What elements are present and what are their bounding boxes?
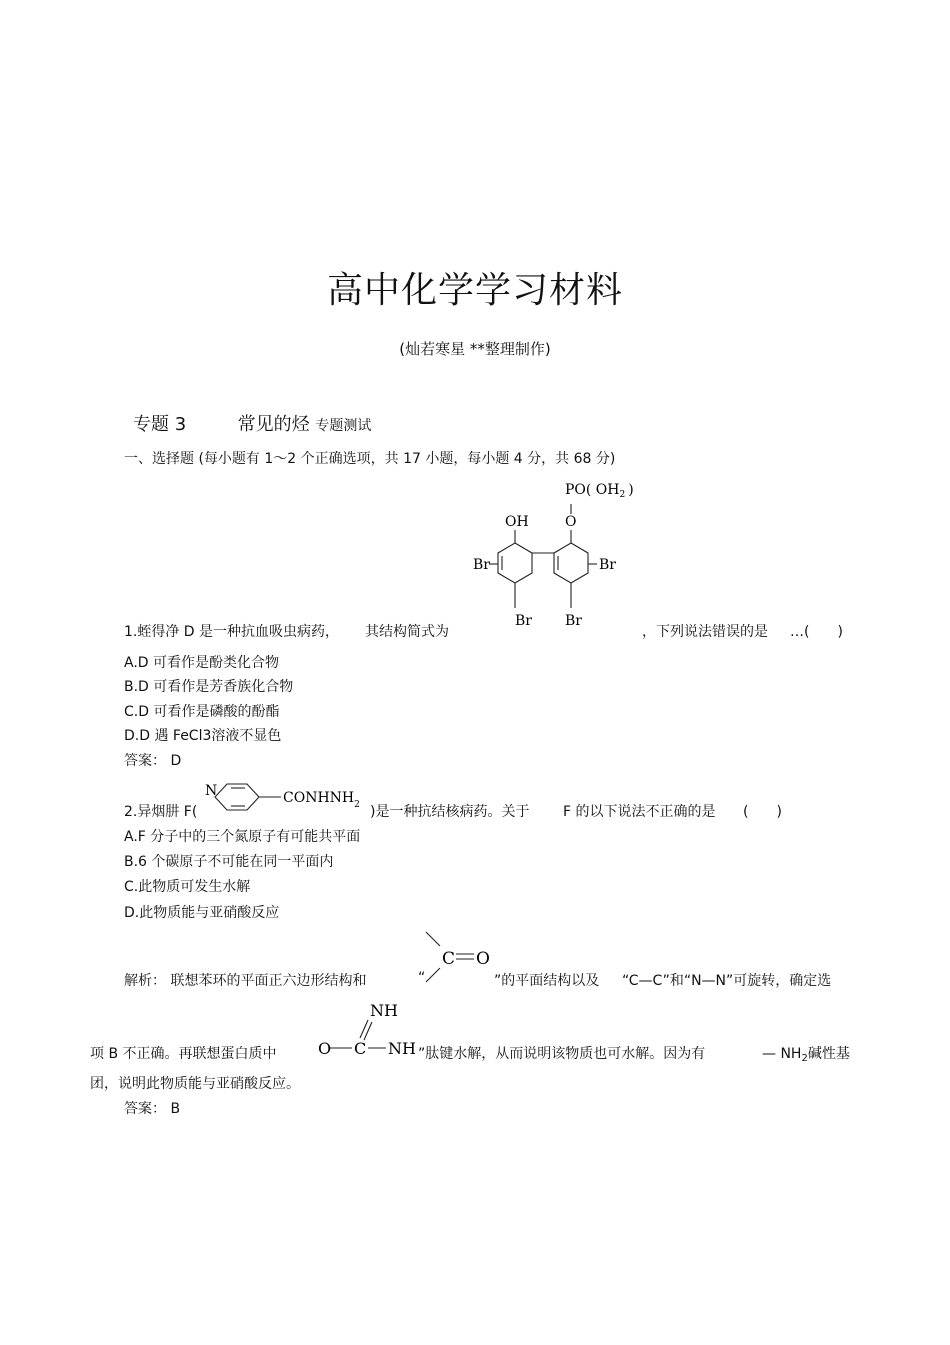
q1-option-c: C.D 可看作是磷酸的酚酯 [124, 704, 280, 720]
page-title: 高中化学学习材料 [326, 270, 623, 311]
q2-option-d: D.此物质能与亚硝酸反应 [124, 905, 280, 921]
oh-label: OH [505, 514, 529, 530]
analysis-line2-mid: ”肽键水解，从而说明该物质也可水解。因为有 [418, 1046, 706, 1062]
analysis-line1-end: “C—C”和“N—N”可旋转，确定选 [622, 973, 832, 989]
carbonyl-o-label: O [476, 949, 490, 969]
q2-option-a: A.F 分子中的三个氮原子有可能共平面 [124, 829, 361, 845]
amide-diagram [316, 998, 424, 1062]
q1-structure-diagram [465, 478, 645, 630]
amide-nh-label: NH [388, 1039, 416, 1058]
q1-stem: 1.蛭得净 D 是一种抗血吸虫病药， 其结构简式为 [124, 624, 450, 640]
q2-stem-mid: )是一种抗结核病药。关于 [370, 804, 530, 820]
amide-nh-top-label: NH [370, 1001, 398, 1020]
po-label: PO( $OH_2$ ) [565, 482, 634, 500]
topic-name: 常见的烃 [237, 414, 310, 435]
amide-o-label: O [318, 1039, 332, 1058]
q1-option-a: A.D 可看作是酚类化合物 [124, 655, 280, 671]
pyridine-n-label: N [205, 783, 218, 799]
analysis-line1-mid: ”的平面结构以及 [494, 973, 600, 989]
page-subtitle: (灿若寒星 **整理制作) [399, 340, 551, 358]
analysis-quote-open: “ [418, 970, 426, 986]
amide-c-label: C [354, 1039, 367, 1058]
topic-suffix: 专题测试 [315, 418, 372, 434]
q1-option-d: D.D 遇 FeCl3溶液不显色 [124, 728, 282, 744]
topic-label: 专题 3 [133, 414, 187, 435]
br-label-bottom-left: Br [515, 613, 532, 629]
q1-answer: 答案： D [124, 753, 182, 769]
br-label-left: Br [473, 557, 490, 573]
q2-stem-start: 2.异烟肼 F( [124, 804, 198, 820]
q1-stem-end: ，下列说法错误的是 …( ) [642, 624, 843, 640]
q2-answer: 答案： B [124, 1101, 181, 1117]
q2-option-b: B.6 个碳原子不可能在同一平面内 [124, 854, 334, 870]
q2-structure-diagram [203, 776, 373, 820]
topic-heading [133, 410, 371, 436]
analysis-line1-start: 解析： 联想苯环的平面正六边形结构和 [124, 973, 367, 989]
o-label: O [565, 514, 577, 530]
q2-stem-paren: ( ) [743, 804, 782, 820]
br-label-bottom-right: Br [565, 613, 582, 629]
br-label-right: Br [599, 557, 616, 573]
q1-option-b: B.D 可看作是芳香族化合物 [124, 679, 294, 695]
q2-stem-end: F 的以下说法不正确的是 [563, 804, 716, 820]
q2-option-c: C.此物质可发生水解 [124, 879, 251, 895]
conhnh2-label: $CONHNH_2$ [283, 790, 360, 810]
section-heading: 一、选择题 (每小题有 1～2 个正确选项，共 17 小题，每小题 4 分，共 68 分) [124, 451, 616, 467]
carbonyl-c-label: C [442, 949, 456, 969]
analysis-line2-start: 项 B 不正确。再联想蛋白质中 [90, 1046, 277, 1062]
analysis-line3: 团，说明此物质能与亚硝酸反应。 [90, 1076, 300, 1092]
carbonyl-diagram [422, 928, 498, 988]
analysis-line2-end: — $NH_2$碱性基 [762, 1046, 850, 1064]
